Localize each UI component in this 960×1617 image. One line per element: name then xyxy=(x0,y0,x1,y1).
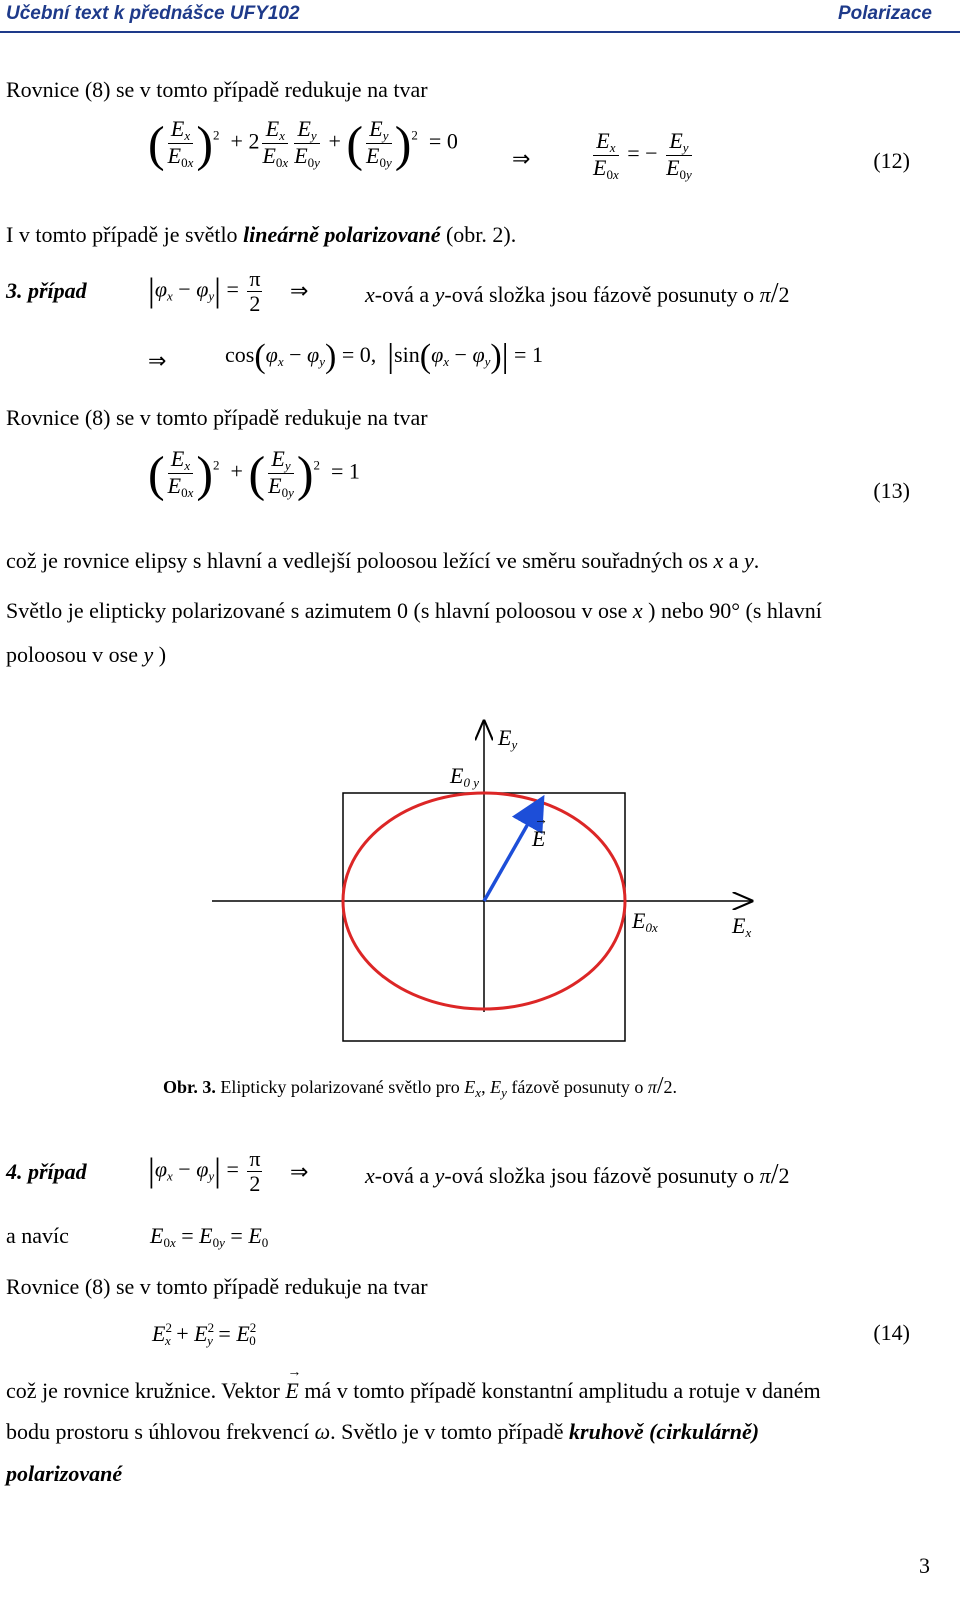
equation-12: ( $\frac{E_x}{E_{0x}}$ )$^2$ + 2 $\frac{E_x}{E_{0x}}$ $\frac{E_y}{E_{0y}}$ + ( $\frac{E_y}{E_{0y}}$ )$^2$ = 0 xyxy=(148,115,458,172)
page-header xyxy=(0,0,960,38)
paragraph-8: což je rovnice kružnice. Vektor → E má v tomto případě konstantní amplitudu a rotuje v daném xyxy=(6,1365,821,1403)
case-3-condition: $|\varphi_x - \varphi_y|$ = $\frac{\pi}{2}$ xyxy=(148,266,261,316)
case-4-condition: $|\varphi_x - \varphi_y|$ = $\frac{\pi}{2}$ xyxy=(148,1146,261,1196)
label-e0x: $E_{0x}$ xyxy=(632,908,658,935)
paragraph-10: polarizované xyxy=(6,1461,123,1486)
header-title: Učební text k přednášce UFY102 xyxy=(6,3,300,24)
cos-sin-equation: $\cos(\varphi_x - \varphi_y) = 0$, $|\sin(\varphi_x - \varphi_y)| = 1$ xyxy=(225,338,543,375)
paragraph-3: Rovnice (8) se v tomto případě redukuje na tvar xyxy=(6,405,428,430)
paragraph-7: Rovnice (8) se v tomto případě redukuje na tvar xyxy=(6,1274,428,1299)
implies-arrow-2: ⇒ xyxy=(290,278,309,303)
label-vector-e: → E xyxy=(532,813,548,851)
equation-12-number: (12) xyxy=(873,148,910,173)
implies-arrow: ⇒ xyxy=(512,146,531,171)
case-4-text: x-ová a y-ová složka jsou fázově posunuty o π/2 xyxy=(365,1159,790,1190)
paragraph-2: I v tomto případě je světlo lineárně polarizované (obr. 2). xyxy=(6,222,517,247)
ellipse-figure xyxy=(0,700,960,1060)
header-rule xyxy=(0,31,960,33)
paragraph-9: bodu prostoru s úhlovou frekvencí ω. Světlo je v tomto případě kruhově (cirkulárně) xyxy=(6,1419,760,1444)
equation-13: ( $\frac{E_x}{E_{0x}}$ )$^2$ + ( $\frac{E_y}{E_{0y}}$ )$^2$ = 1 xyxy=(148,445,360,502)
equation-12-result: $\frac{E_x}{E_{0x}}$ = − $\frac{E_y}{E_{0y}}$ xyxy=(593,128,692,182)
page-number: 3 xyxy=(919,1553,930,1578)
case-4-navic: a navíc xyxy=(6,1223,69,1248)
implies-arrow-4: ⇒ xyxy=(290,1159,309,1184)
equal-amplitudes-equation: $E_{0x} = E_{0y} = E_0$ xyxy=(150,1223,269,1250)
equation-13-number: (13) xyxy=(873,478,910,503)
case-4-label: 4. případ xyxy=(6,1159,87,1184)
case-3-text: x-ová a y-ová složka jsou fázově posunuty o π/2 xyxy=(365,278,790,309)
paragraph-1: Rovnice (8) se v tomto případě redukuje na tvar xyxy=(6,77,428,102)
label-e0y: $E_{0 y}$ xyxy=(450,763,479,790)
paragraph-4: což je rovnice elipsy s hlavní a vedlejší poloosou ležící ve směru souřadných os x a y. xyxy=(6,548,760,573)
implies-arrow-3: ⇒ xyxy=(148,348,167,373)
figure-caption: Obr. 3. Elipticky polarizované světlo pro $E_x$, $E_y$ fázově posunuty o π/2. xyxy=(163,1073,678,1100)
equation-14: $E^2_x + E^2_y = E^2_0$ xyxy=(152,1320,257,1348)
label-ex: $E_x$ xyxy=(732,913,752,940)
header-section: Polarizace xyxy=(838,3,932,24)
equation-14-number: (14) xyxy=(873,1320,910,1345)
paragraph-5: Světlo je elipticky polarizované s azimutem 0 (s hlavní poloosou v ose x ) nebo 90° (s hlavní xyxy=(6,598,822,623)
field-vector xyxy=(484,801,541,901)
label-ey: $E_y$ xyxy=(498,725,518,752)
paragraph-6: poloosou v ose y ) xyxy=(6,642,167,667)
case-3-label: 3. případ xyxy=(6,278,87,303)
